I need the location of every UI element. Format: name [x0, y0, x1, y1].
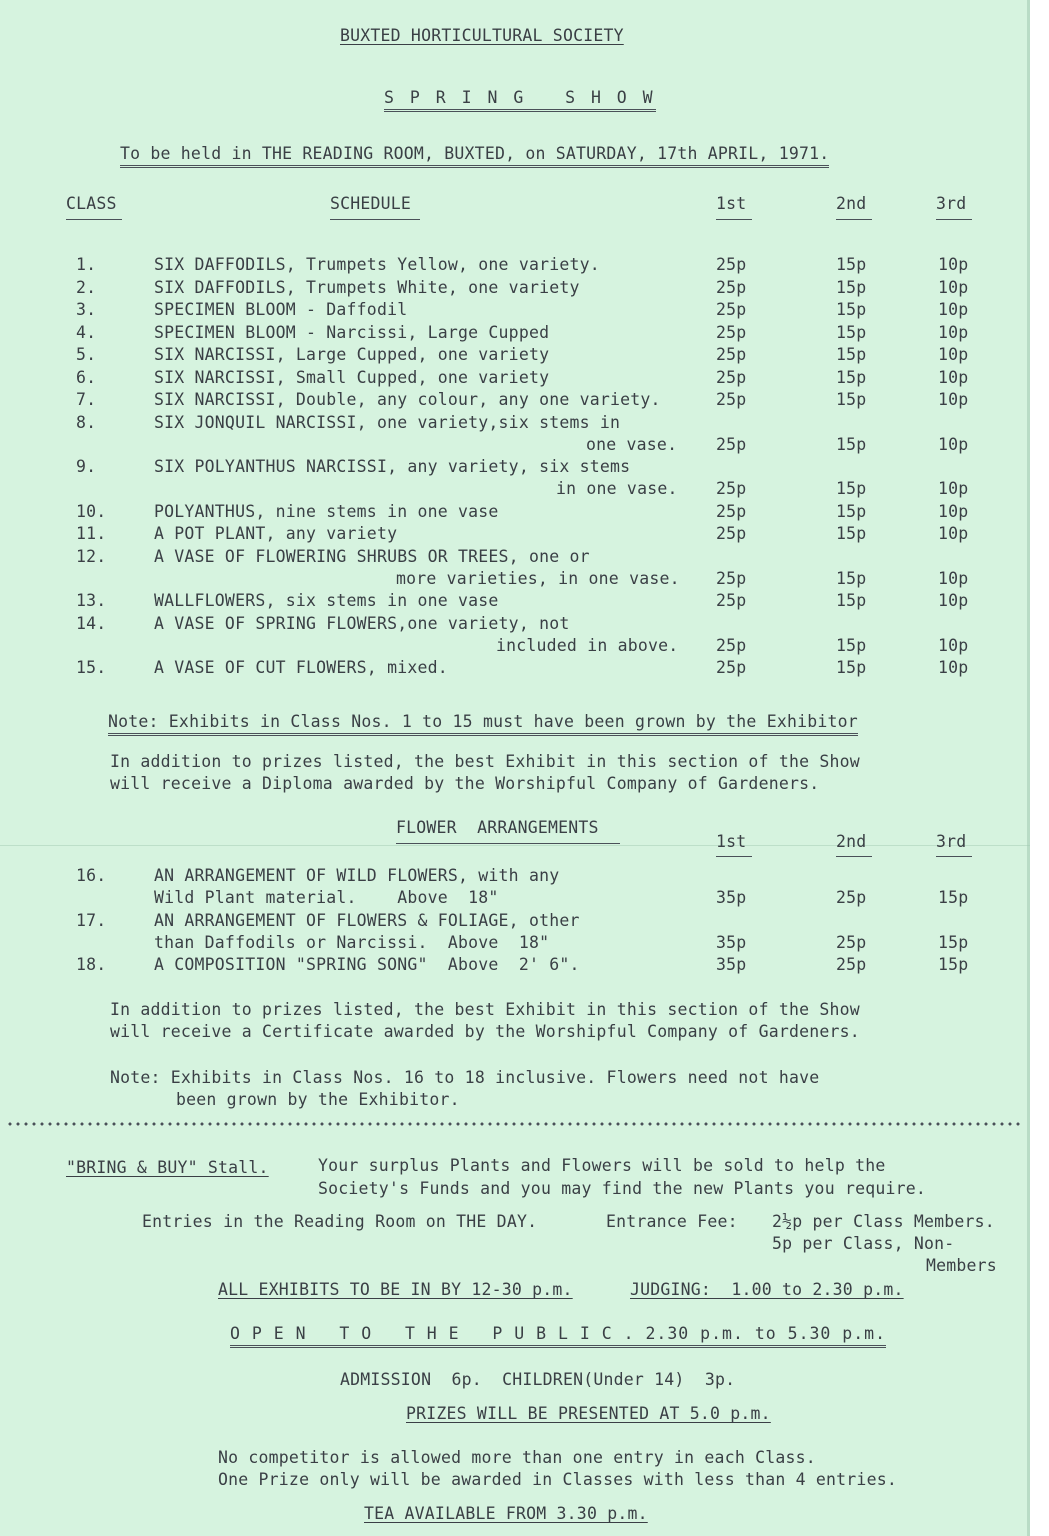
- prize-1st: 25p: [716, 322, 747, 342]
- prize-2nd: 15p: [836, 277, 867, 297]
- class-number: 14.: [76, 613, 107, 633]
- header-rule: [716, 219, 752, 220]
- class-description: A VASE OF SPRING FLOWERS,one variety, not: [154, 613, 570, 633]
- bring-buy-text-1: Your surplus Plants and Flowers will be sold to help the: [318, 1156, 886, 1175]
- prize-2nd: 25p: [836, 888, 867, 907]
- class-description: POLYANTHUS, nine stems in one vase: [154, 501, 499, 521]
- prize-1st: 35p: [716, 955, 747, 974]
- prize-1st: 25p: [716, 524, 747, 543]
- prize-3rd: 10p: [938, 322, 969, 342]
- class-description-cont: more varieties, in one vase.: [396, 568, 680, 588]
- class-description: SPECIMEN BLOOM - Daffodil: [154, 300, 408, 319]
- prize-2nd: 25p: [836, 955, 867, 974]
- class-description: A VASE OF FLOWERING SHRUBS OR TREES, one or: [154, 546, 590, 566]
- class-number: 6.: [76, 367, 97, 387]
- venue-line: To be held in THE READING ROOM, BUXTED, on SATURDAY, 17th APRIL, 1971.: [120, 144, 829, 168]
- rule-one-prize: One Prize only will be awarded in Classes with less than 4 entries.: [218, 1470, 897, 1489]
- class-description-cont: Wild Plant material. Above 18": [154, 888, 499, 907]
- arr-col-1st: 1st: [716, 832, 747, 851]
- prize-3rd: 10p: [938, 434, 969, 454]
- arrangements-title: FLOWER ARRANGEMENTS: [396, 818, 599, 837]
- class-number: 5.: [76, 345, 97, 364]
- prize-1st: 25p: [716, 568, 747, 588]
- prize-3rd: 10p: [938, 345, 969, 364]
- prize-1st: 25p: [716, 367, 747, 387]
- exhibits-deadline: ALL EXHIBITS TO BE IN BY 12-30 p.m.: [218, 1280, 573, 1299]
- class-description-cont: included in above.: [496, 635, 679, 655]
- class-number: 16.: [76, 866, 107, 885]
- class-number: 4.: [76, 322, 97, 342]
- class-number: 15.: [76, 658, 107, 677]
- tea-available: TEA AVAILABLE FROM 3.30 p.m.: [364, 1504, 648, 1523]
- class-description: AN ARRANGEMENT OF WILD FLOWERS, with any: [154, 866, 560, 885]
- class-description: SPECIMEN BLOOM - Narcissi, Large Cupped: [154, 322, 550, 342]
- class-description: WALLFLOWERS, six stems in one vase: [154, 591, 499, 610]
- prize-1st: 25p: [716, 390, 747, 409]
- class-description: A COMPOSITION "SPRING SONG" Above 2' 6".: [154, 955, 580, 974]
- header-rule: [330, 219, 420, 220]
- class-number: 12.: [76, 546, 107, 566]
- open-to-public-line: [230, 1324, 886, 1348]
- header-rule: [836, 856, 872, 857]
- diploma-line-1: In addition to prizes listed, the best Exhibit in this section of the Show: [110, 752, 860, 771]
- prize-1st: 25p: [716, 255, 747, 274]
- class-number: 9.: [76, 457, 97, 476]
- open-to-public-label: O P E N T O T H E P U B L I C: [230, 1324, 613, 1343]
- class-number: 18.: [76, 955, 107, 974]
- prize-2nd: 15p: [836, 367, 867, 387]
- admission-line: ADMISSION 6p. CHILDREN(Under 14) 3p.: [340, 1370, 736, 1389]
- prize-3rd: 10p: [938, 255, 969, 274]
- header-rule: [396, 843, 620, 844]
- prize-1st: 25p: [716, 345, 747, 364]
- prize-3rd: 10p: [938, 524, 969, 543]
- header-rule: [66, 219, 122, 220]
- prize-3rd: 10p: [938, 277, 969, 297]
- class-number: 10.: [76, 501, 107, 521]
- prize-2nd: 15p: [836, 591, 867, 610]
- prize-3rd: 10p: [938, 501, 969, 521]
- prize-2nd: 15p: [836, 479, 867, 498]
- arr-col-3rd: 3rd: [936, 832, 967, 851]
- certificate-line-2: will receive a Certificate awarded by the Worshipful Company of Gardeners.: [110, 1022, 860, 1041]
- prize-1st: 25p: [716, 658, 747, 677]
- bring-buy-label: "BRING & BUY" Stall.: [66, 1158, 269, 1177]
- fee-non-members: 5p per Class, Non-: [772, 1234, 955, 1253]
- prize-3rd: 10p: [938, 568, 969, 588]
- class-number: 11.: [76, 524, 107, 543]
- class-description: SIX JONQUIL NARCISSI, one variety,six stems in: [154, 412, 621, 432]
- class-description: SIX DAFFODILS, Trumpets White, one variety: [154, 277, 580, 297]
- prize-2nd: 15p: [836, 390, 867, 409]
- prize-3rd: 10p: [938, 367, 969, 387]
- prize-2nd: 15p: [836, 255, 867, 274]
- class-description: SIX DAFFODILS, Trumpets Yellow, one variety.: [154, 255, 600, 274]
- col-header-2nd: 2nd: [836, 194, 867, 213]
- entrance-fee-label: Entrance Fee:: [606, 1212, 738, 1231]
- note-classes-16-18-line-1: Note: Exhibits in Class Nos. 16 to 18 inclusive. Flowers need not have: [110, 1068, 820, 1087]
- class-description: A POT PLANT, any variety: [154, 524, 398, 543]
- diploma-line-2: will receive a Diploma awarded by the Worshipful Company of Gardeners.: [110, 774, 820, 793]
- prize-2nd: 15p: [836, 658, 867, 677]
- col-header-schedule: SCHEDULE: [330, 194, 412, 213]
- prize-3rd: 10p: [938, 300, 969, 319]
- prize-2nd: 15p: [836, 501, 867, 521]
- entries-line: Entries in the Reading Room on THE DAY.: [142, 1212, 538, 1231]
- prize-1st: 25p: [716, 591, 747, 610]
- class-description-cont: than Daffodils or Narcissi. Above 18": [154, 932, 550, 952]
- prize-3rd: 15p: [938, 888, 969, 907]
- prize-2nd: 25p: [836, 932, 867, 952]
- col-header-1st: 1st: [716, 194, 747, 213]
- prize-2nd: 15p: [836, 524, 867, 543]
- col-header-class: CLASS: [66, 194, 117, 213]
- prize-2nd: 15p: [836, 635, 867, 655]
- prize-2nd: 15p: [836, 322, 867, 342]
- class-number: 17.: [76, 910, 107, 930]
- prize-3rd: 10p: [938, 591, 969, 610]
- prize-3rd: 10p: [938, 635, 969, 655]
- class-number: 7.: [76, 390, 97, 409]
- class-description: SIX NARCISSI, Large Cupped, one variety: [154, 345, 550, 364]
- class-number: 13.: [76, 591, 107, 610]
- prize-2nd: 15p: [836, 300, 867, 319]
- prizes-presented: PRIZES WILL BE PRESENTED AT 5.0 p.m.: [406, 1404, 771, 1423]
- class-description-cont: one vase.: [586, 434, 678, 454]
- rule-one-entry: No competitor is allowed more than one entry in each Class.: [218, 1448, 816, 1467]
- note-classes-1-15: Note: Exhibits in Class Nos. 1 to 15 must have been grown by the Exhibitor: [108, 712, 858, 736]
- fee-non-members-cont: Members: [926, 1256, 997, 1275]
- prize-2nd: 15p: [836, 345, 867, 364]
- arr-col-2nd: 2nd: [836, 832, 867, 851]
- fee-members: 2½p per Class Members.: [772, 1212, 995, 1231]
- class-number: 3.: [76, 300, 97, 319]
- header-rule: [936, 856, 972, 857]
- paper-fold-line: [0, 845, 1030, 846]
- certificate-line-1: In addition to prizes listed, the best Exhibit in this section of the Show: [110, 1000, 860, 1019]
- class-description: AN ARRANGEMENT OF FLOWERS & FOLIAGE, other: [154, 910, 580, 930]
- prize-3rd: 10p: [938, 479, 969, 498]
- prize-1st: 35p: [716, 932, 747, 952]
- dotted-divider: [6, 1121, 1022, 1127]
- bring-buy-text-2: Society's Funds and you may find the new Plants you require.: [318, 1179, 927, 1198]
- class-description: SIX NARCISSI, Double, any colour, any one variety.: [154, 390, 661, 409]
- prize-1st: 25p: [716, 434, 747, 454]
- col-header-3rd: 3rd: [936, 194, 967, 213]
- open-to-public-time: . 2.30 p.m. to 5.30 p.m.: [623, 1324, 887, 1343]
- header-rule: [836, 219, 872, 220]
- class-description: SIX NARCISSI, Small Cupped, one variety: [154, 367, 550, 387]
- prize-2nd: 15p: [836, 568, 867, 588]
- class-number: 8.: [76, 412, 97, 432]
- class-description-cont: in one vase.: [556, 479, 678, 498]
- class-description: SIX POLYANTHUS NARCISSI, any variety, six stems: [154, 457, 631, 476]
- prize-1st: 25p: [716, 277, 747, 297]
- prize-1st: 25p: [716, 501, 747, 521]
- prize-3rd: 15p: [938, 955, 969, 974]
- prize-3rd: 10p: [938, 658, 969, 677]
- prize-1st: 25p: [716, 635, 747, 655]
- prize-3rd: 10p: [938, 390, 969, 409]
- header-rule: [936, 219, 972, 220]
- prize-1st: 25p: [716, 300, 747, 319]
- note-classes-16-18-line-2: been grown by the Exhibitor.: [176, 1090, 460, 1109]
- society-title: BUXTED HORTICULTURAL SOCIETY: [340, 26, 624, 45]
- prize-3rd: 15p: [938, 932, 969, 952]
- prize-2nd: 15p: [836, 434, 867, 454]
- prize-1st: 25p: [716, 479, 747, 498]
- class-number: 2.: [76, 277, 97, 297]
- class-description: A VASE OF CUT FLOWERS, mixed.: [154, 658, 448, 677]
- class-number: 1.: [76, 255, 97, 274]
- header-rule: [716, 856, 752, 857]
- judging-time: JUDGING: 1.00 to 2.30 p.m.: [630, 1280, 904, 1299]
- show-title: S P R I N G S H O W: [384, 88, 656, 112]
- prize-1st: 35p: [716, 888, 747, 907]
